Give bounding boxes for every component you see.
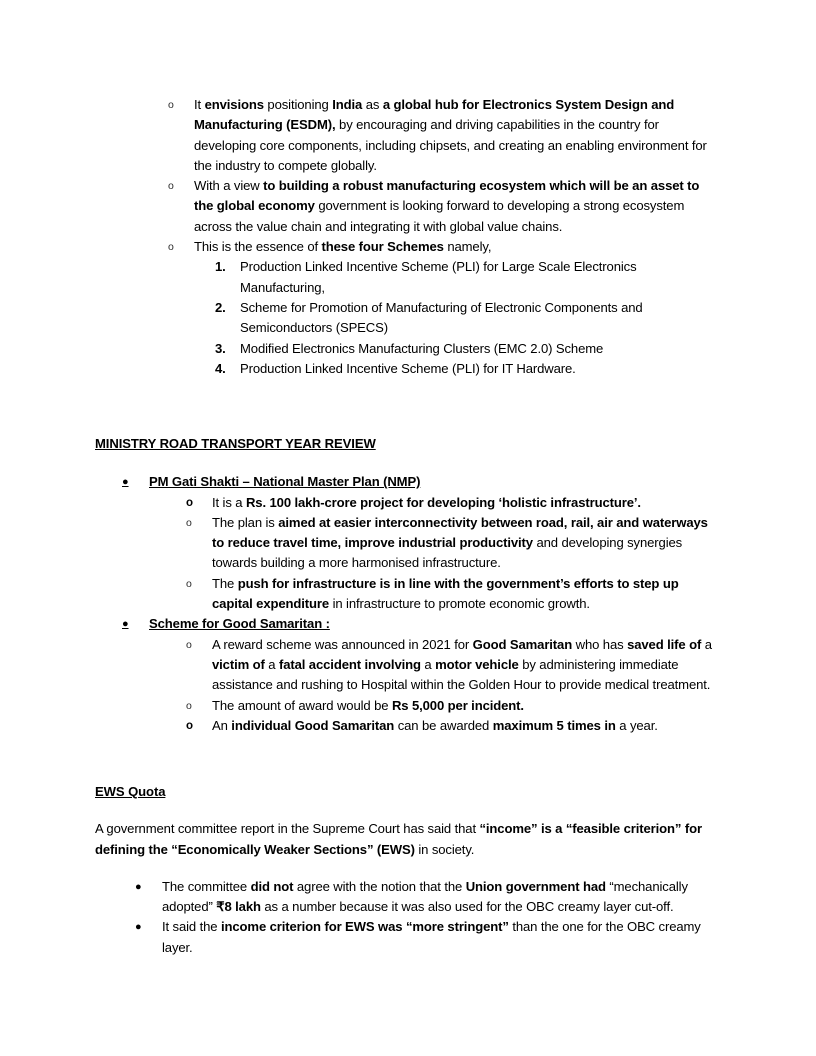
numbered-list-item (215, 339, 713, 359)
list-number: 1. (215, 259, 226, 275)
list-item (135, 917, 720, 958)
bullet-circle-icon: o (186, 719, 193, 732)
esdm-section (168, 95, 713, 379)
bold-text-run: income criterion for EWS was “more stringent” (220, 919, 509, 935)
list-item (168, 95, 713, 176)
ews-bullet-list (135, 877, 720, 958)
bullet-circle-icon: o (168, 99, 174, 111)
numbered-list-item (215, 257, 713, 298)
text-run: This is the essence of (194, 239, 322, 255)
ews-section (95, 782, 720, 958)
bullet-disc-icon: ● (122, 476, 129, 489)
bullet-circle-icon: o (186, 638, 192, 651)
text-run: a (264, 656, 279, 672)
bullet-disc-icon: ● (135, 921, 142, 934)
text-run: The (212, 575, 238, 591)
text-run: A reward scheme was announced in 2021 for (212, 636, 473, 652)
bold-text-run: Union government had (465, 878, 606, 894)
numbered-list-item-text: Modified Electronics Manufacturing Clusters (EMC 2.0) Scheme (240, 340, 604, 356)
bold-text-run: India (332, 97, 363, 112)
list-item (168, 176, 713, 237)
list-item-text (194, 95, 713, 176)
bullet-circle-icon: o (186, 699, 192, 712)
list-item (186, 716, 720, 736)
list-item (168, 237, 713, 257)
road-transport-section (95, 434, 720, 736)
numbered-list-item (215, 298, 713, 339)
text-run: in society. (414, 841, 475, 857)
text-run: “mechanically adopted” (162, 878, 688, 915)
text-run: The plan is (212, 514, 279, 530)
text-run: agree with the notion that the (293, 878, 466, 894)
text-run: in infrastructure to promote economic growth. (329, 596, 590, 612)
bold-text-run: push for infrastructure is in line with the government’s efforts to step up capital expenditure (212, 575, 679, 612)
bold-text-run: these four Schemes (321, 239, 444, 255)
bold-text-run: fatal accident involving (278, 656, 421, 672)
group-heading-text: PM Gati Shakti – National Master Plan (NMP) (149, 474, 421, 490)
list-item (186, 493, 720, 513)
list-item (186, 574, 720, 615)
text-run: by encouraging and driving capabilities in the country for developing core components, including chipsets, and creating an enabling environment for the industry to compete globally. (194, 117, 707, 173)
text-run: a (701, 636, 712, 652)
text-run: The amount of award would be (212, 697, 392, 713)
bullet-circle-icon: o (186, 516, 192, 529)
bold-text-run: a global hub for Electronics System Design and Manufacturing (ESDM), (194, 97, 675, 133)
list-item-text (212, 513, 720, 574)
esdm-numbered-list (215, 257, 713, 379)
text-run: It (194, 97, 205, 112)
numbered-list-item (215, 359, 713, 379)
list-item-text (162, 917, 720, 958)
list-item-text (162, 877, 720, 918)
text-run: a year. (615, 717, 658, 733)
bold-text-run: victim of (212, 656, 265, 672)
ews-intro-paragraph (95, 819, 720, 860)
list-number: 4. (215, 360, 226, 376)
numbered-list-item-text: Scheme for Promotion of Manufacturing of Electronic Components and Semiconductors (SPECS) (240, 299, 643, 336)
list-number: 3. (215, 340, 226, 356)
bold-text-run: saved life of (627, 636, 702, 652)
text-run: a (420, 656, 436, 672)
list-item (186, 513, 720, 574)
group-item-list (186, 635, 720, 736)
bold-text-run: aimed at easier interconnectivity between road, rail, air and waterways to reduce travel time, improve industrial productivity (212, 514, 708, 551)
text-run: government is looking forward to developing a strong ecosystem across the value chain and integrating it with global value chains. (194, 198, 685, 234)
list-item (186, 696, 720, 716)
text-run: namely, (443, 239, 492, 255)
group-heading-row (122, 614, 720, 634)
text-run: It is a (212, 494, 246, 510)
text-run: as a number because it was also used for the OBC creamy layer cut-off. (260, 899, 674, 915)
text-run: positioning (267, 97, 333, 112)
bold-text-run: motor vehicle (435, 656, 519, 672)
text-run: who has (572, 636, 628, 652)
text-run: A government committee report in the Supreme Court has said that (95, 821, 480, 837)
numbered-list-item-text: Production Linked Incentive Scheme (PLI) for Large Scale Electronics Manufacturing, (240, 259, 637, 295)
list-item-text (212, 635, 720, 696)
text-run: The committee (162, 878, 251, 894)
list-item-text (194, 237, 713, 257)
list-item-text (194, 176, 713, 237)
text-run: It said the (162, 919, 221, 935)
list-number: 2. (215, 299, 226, 315)
bold-text-run: to building a robust manufacturing ecosystem which will be an asset to the global economy (194, 178, 700, 214)
bullet-disc-icon: ● (122, 618, 129, 631)
bullet-circle-icon: o (186, 577, 192, 590)
bullet-circle-icon: o (168, 241, 174, 254)
bold-text-run: ₹8 lakh (216, 899, 261, 915)
text-run: as (362, 97, 383, 112)
bold-text-run: Rs 5,000 per incident. (391, 697, 524, 713)
road-transport-heading: MINISTRY ROAD TRANSPORT YEAR REVIEW (95, 436, 376, 451)
bold-text-run: maximum 5 times in (492, 717, 616, 733)
list-item-text (212, 574, 720, 615)
bullet-circle-icon: o (186, 496, 193, 509)
bold-text-run: “income” is a “feasible criterion” for defining the “Economically Weaker Sections” (EWS) (95, 821, 702, 857)
ews-heading: EWS Quota (95, 784, 166, 799)
text-run: An (212, 717, 232, 733)
numbered-list-item-text: Production Linked Incentive Scheme (PLI) for IT Hardware. (240, 360, 576, 376)
text-run: and developing synergies towards building a more harmonised infrastructure. (212, 535, 683, 571)
bold-text-run: envisions (204, 97, 268, 112)
bullet-circle-icon: o (168, 180, 174, 193)
group-heading-row (122, 472, 720, 492)
text-run: by administering immediate assistance and rushing to Hospital within the Golden Hour to provide medical treatment. (212, 656, 711, 693)
list-item-text (212, 493, 720, 513)
group-item-list (186, 493, 720, 615)
road-transport-groups (95, 472, 720, 736)
bold-text-run: Rs. 100 lakh-crore project for developing ‘holistic infrastructure’. (245, 494, 641, 510)
bold-text-run: individual Good Samaritan (231, 717, 395, 733)
group-heading-text: Scheme for Good Samaritan : (149, 616, 330, 632)
list-item (186, 635, 720, 696)
list-item-text (212, 716, 720, 736)
bold-text-run: did not (250, 878, 294, 894)
list-item (135, 877, 720, 918)
text-run: With a view (194, 178, 264, 194)
text-run: can be awarded (394, 717, 493, 733)
bold-text-run: Good Samaritan (472, 636, 573, 652)
bullet-disc-icon: ● (135, 880, 142, 893)
text-run: than the one for the OBC creamy layer. (162, 919, 701, 955)
esdm-bullet-list (168, 95, 713, 257)
list-item-text (212, 696, 720, 716)
